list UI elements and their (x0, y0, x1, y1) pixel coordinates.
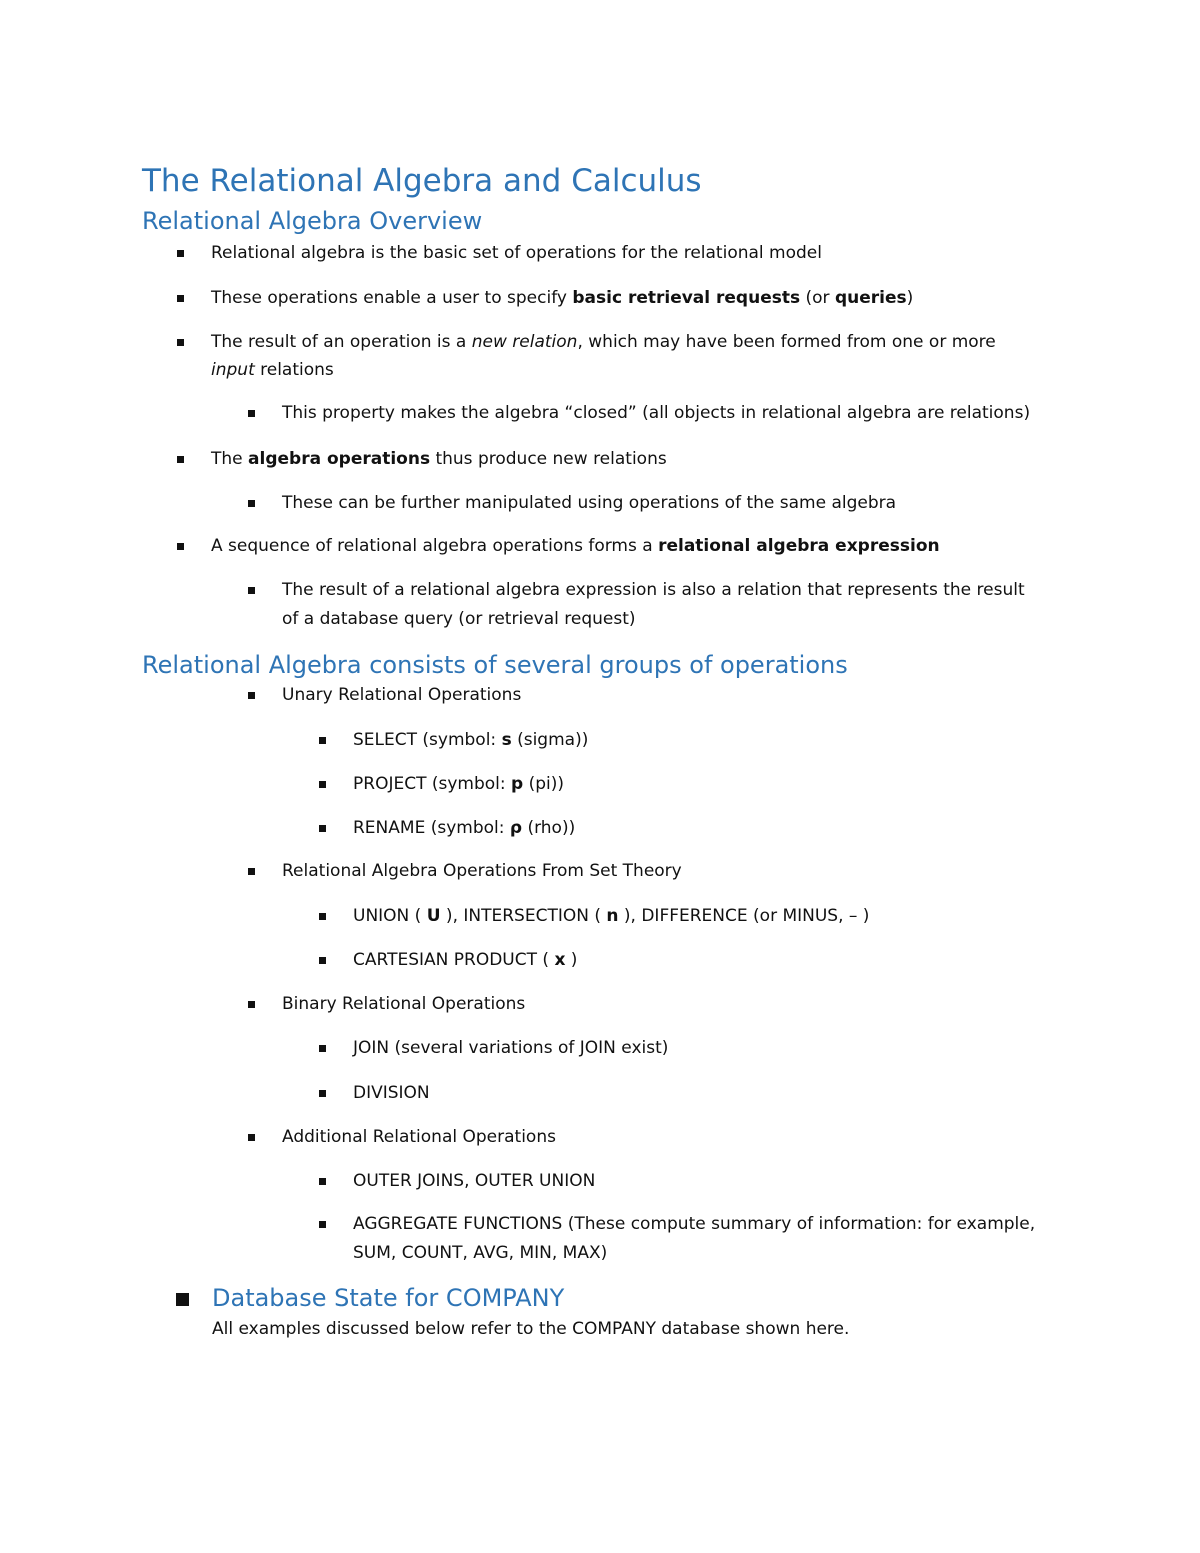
overview-bullet-5a-cont: of a database query (or retrieval request) (282, 609, 636, 629)
op-aggregate-cont: SUM, COUNT, AVG, MIN, MAX) (353, 1243, 608, 1263)
bullet-marker (319, 781, 326, 788)
bullet-marker (319, 737, 326, 744)
overview-bullet-3-cont: input relations (211, 360, 334, 380)
bullet-marker (177, 543, 184, 550)
additional-label: Additional Relational Operations (282, 1127, 556, 1147)
bullet-marker (319, 1221, 326, 1228)
op-join: JOIN (several variations of JOIN exist) (353, 1038, 669, 1058)
unary-label: Unary Relational Operations (282, 685, 522, 705)
overview-bullet-4: The algebra operations thus produce new relations (211, 449, 667, 469)
bullet-marker (319, 957, 326, 964)
bullet-marker (177, 339, 184, 346)
bullet-marker (319, 1090, 326, 1097)
op-project: PROJECT (symbol: p (pi)) (353, 774, 565, 794)
overview-bullet-3: The result of an operation is a new relation, which may have been formed from one or more (211, 332, 996, 352)
bullet-marker (319, 825, 326, 832)
op-division: DIVISION (353, 1083, 430, 1103)
overview-bullet-5a: The result of a relational algebra expression is also a relation that represents the result (282, 580, 1025, 600)
overview-bullet-5: A sequence of relational algebra operations forms a relational algebra expression (211, 536, 940, 556)
bullet-marker (177, 250, 184, 257)
bullet-marker (319, 1178, 326, 1185)
bullet-marker (177, 295, 184, 302)
overview-bullet-2: These operations enable a user to specify basic retrieval requests (or queries) (211, 288, 914, 308)
op-aggregate: AGGREGATE FUNCTIONS (These compute summary of information: for example, (353, 1214, 1036, 1234)
bullet-marker (177, 456, 184, 463)
overview-bullet-3a: This property makes the algebra “closed” (all objects in relational algebra are relations) (282, 403, 1031, 423)
bullet-marker (248, 500, 255, 507)
binary-label: Binary Relational Operations (282, 994, 526, 1014)
op-select: SELECT (symbol: s (sigma)) (353, 730, 589, 750)
bullet-marker (248, 410, 255, 417)
bullet-marker (248, 1001, 255, 1008)
op-outer: OUTER JOINS, OUTER UNION (353, 1171, 596, 1191)
bullet-marker (319, 913, 326, 920)
bullet-marker (248, 1134, 255, 1141)
bullet-marker-large (176, 1293, 189, 1306)
bullet-marker (319, 1045, 326, 1052)
op-set-operations: UNION ( U ), INTERSECTION ( n ), DIFFERENCE (or MINUS, – ) (353, 906, 870, 926)
op-rename: RENAME (symbol: ρ (rho)) (353, 818, 576, 838)
bullet-marker (248, 587, 255, 594)
section-heading-company: Database State for COMPANY (212, 1284, 565, 1312)
page-title: The Relational Algebra and Calculus (142, 163, 702, 199)
op-cartesian: CARTESIAN PRODUCT ( x ) (353, 950, 578, 970)
section-heading-groups: Relational Algebra consists of several groups of operations (142, 651, 848, 679)
section-heading-overview: Relational Algebra Overview (142, 207, 483, 235)
bullet-marker (248, 868, 255, 875)
overview-bullet-1: Relational algebra is the basic set of operations for the relational model (211, 243, 822, 263)
bullet-marker (248, 692, 255, 699)
set-theory-label: Relational Algebra Operations From Set Theory (282, 861, 682, 881)
overview-bullet-4a: These can be further manipulated using operations of the same algebra (282, 493, 897, 513)
company-description: All examples discussed below refer to the COMPANY database shown here. (212, 1319, 850, 1339)
